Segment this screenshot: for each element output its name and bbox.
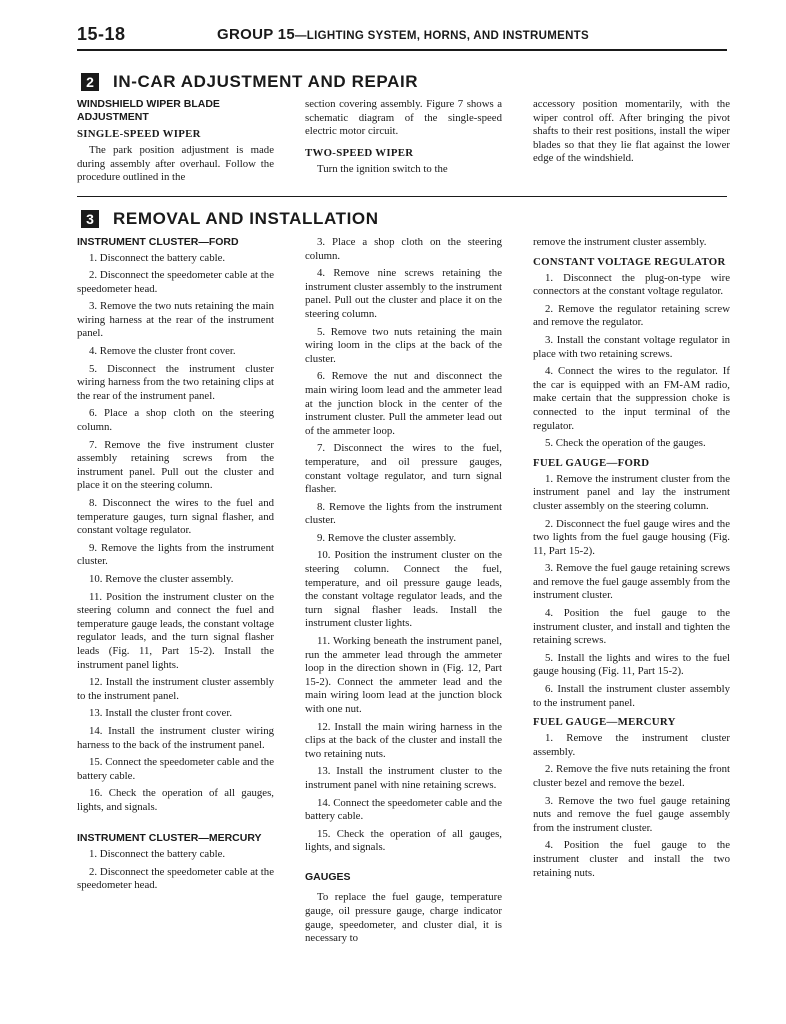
paragraph: Turn the ignition switch to the [317, 162, 448, 175]
list-item: 2. Disconnect the speedometer cable at the speedometer head. [77, 269, 274, 295]
wiper-blade-heading: WINDSHIELD WIPER BLADE ADJUSTMENT [77, 98, 220, 123]
list-item: 1. Disconnect the battery cable. [89, 251, 226, 264]
list-item: 11. Working beneath the instrument panel, run the ammeter lead through the ammeter loop in the direction shown in (Fig. 12, Part 15-2). Connect the ammeter lead and the main wiring loom lead at the junction block with one nut. [305, 635, 502, 715]
list-item: 3. Install the constant voltage regulator in place with two retaining screws. [533, 333, 730, 360]
group-title-sub: —LIGHTING SYSTEM, HORNS, AND INSTRUMENTS [295, 30, 589, 42]
cluster-mercury-heading: INSTRUMENT CLUSTER—MERCURY [77, 832, 262, 845]
list-item: 9. Remove the lights from the instrument cluster. [77, 541, 274, 568]
cluster-ford-heading: INSTRUMENT CLUSTER—FORD [77, 236, 239, 248]
list-item: 5. Disconnect the instrument cluster wiring harness from the two retaining clips at the rear of the instrument panel. [77, 362, 274, 402]
list-item: 8. Remove the lights from the instrument cluster. [305, 500, 502, 527]
list-item: 6. Install the instrument cluster assembly to the instrument panel. [533, 683, 730, 709]
section-3-column-1 [77, 236, 274, 897]
list-item: 2. Remove the five nuts retaining the front cluster bezel and remove the bezel. [533, 763, 730, 789]
list-item: 4. Remove the cluster front cover. [89, 345, 236, 358]
list-item: 12. Install the instrument cluster assembly to the instrument panel. [77, 676, 274, 702]
list-item: 1. Disconnect the battery cable. [89, 847, 226, 860]
group-title-main: GROUP 15 [217, 26, 295, 43]
paragraph: remove the instrument cluster assembly. [533, 236, 707, 248]
list-item: 4. Position the fuel gauge to the instrument cluster, and install and tighten the retaining screws. [533, 607, 730, 647]
list-item: 10. Remove the cluster assembly. [89, 572, 234, 585]
section-3-title: REMOVAL AND INSTALLATION [113, 209, 379, 228]
section-3-column-3 [533, 236, 730, 884]
list-item: 12. Install the main wiring harness in the clips at the back of the cluster and install the two retaining nuts. [305, 720, 502, 760]
list-item: 5. Check the operation of the gauges. [545, 437, 706, 450]
list-item: 4. Remove nine screws retaining the instrument cluster assembly to the instrument panel. Pull out the cluster and place it on the steering column. [305, 267, 502, 320]
paragraph: To replace the fuel gauge, temperature gauge, oil pressure gauge, charge indicator gauge, speedometer, and cluster dial, it is necessary to [305, 891, 502, 945]
list-item: 13. Install the cluster front cover. [89, 707, 233, 720]
voltage-regulator-heading: CONSTANT VOLTAGE REGULATOR [533, 255, 726, 268]
section-2-column-1 [77, 98, 274, 189]
list-item: 2. Disconnect the speedometer cable at the speedometer head. [77, 865, 274, 892]
section-2-column-2 [305, 98, 502, 180]
list-item: 1. Disconnect the plug-on-type wire connectors at the constant voltage regulator. [533, 271, 730, 298]
list-item: 1. Remove the instrument cluster assembly. [533, 732, 730, 758]
section-3-column-2 [305, 236, 502, 950]
page-number: 15-18 [77, 24, 126, 44]
list-item: 15. Connect the speedometer cable and the battery cable. [77, 756, 274, 782]
section-3-heading [81, 209, 379, 229]
list-item: 3. Place a shop cloth on the steering column. [305, 236, 502, 262]
section-rule [77, 196, 727, 197]
list-item: 5. Remove two nuts retaining the main wiring loom in the clips at the back of the cluster. [305, 325, 502, 365]
page-header [77, 24, 727, 46]
list-item: 13. Install the instrument cluster to the instrument panel with nine retaining screws. [305, 765, 502, 791]
section-2-heading [81, 72, 418, 92]
list-item: 15. Check the operation of all gauges, lights, and signals. [305, 827, 502, 854]
gauges-heading: GAUGES [305, 870, 351, 883]
paragraph: section covering assembly. Figure 7 shows a schematic diagram of the single-speed electric motor circuit. [305, 98, 502, 138]
list-item: 8. Disconnect the wires to the fuel and temperature gauges, turn signal flasher, and constant voltage regulator. [77, 497, 274, 537]
list-item: 4. Position the fuel gauge to the instrument cluster and install the two retaining nuts. [533, 839, 730, 879]
list-item: 3. Remove the two nuts retaining the main wiring harness at the rear of the instrument panel. [77, 300, 274, 340]
section-2-title: IN-CAR ADJUSTMENT AND REPAIR [113, 72, 419, 91]
list-item: 4. Connect the wires to the regulator. If the car is equipped with an FM-AM radio, make certain that the suppression choke is connected to the input terminal of the regulator. [533, 365, 730, 432]
list-item: 11. Position the instrument cluster on the steering column and connect the fuel and temperature gauge leads, the constant voltage regulator leads, and the turn signal flasher leads (Fig. 11, Part 15-2). Install the instrument panel lights. [77, 590, 274, 671]
group-title [217, 26, 589, 43]
list-item: 14. Install the instrument cluster wiring harness to the back of the instrument panel. [77, 724, 274, 751]
two-speed-heading: TWO-SPEED WIPER [305, 146, 414, 159]
section-3-badge: 3 [81, 210, 99, 228]
header-rule [77, 49, 727, 51]
list-item: 5. Install the lights and wires to the fuel gauge housing (Fig. 11, Part 15-2). [533, 651, 730, 678]
paragraph: The park position adjustment is made during assembly after overhaul. Follow the procedure outlined in the [77, 144, 274, 184]
list-item: 7. Disconnect the wires to the fuel, temperature, and oil pressure gauges, constant voltage regulator, and turn signal flasher. [305, 442, 502, 496]
list-item: 1. Remove the instrument cluster from the instrument panel and lay the instrument cluster assembly on the steering column. [533, 472, 730, 512]
list-item: 14. Connect the speedometer cable and the battery cable. [305, 796, 502, 823]
fuel-gauge-mercury-heading: FUEL GAUGE—MERCURY [533, 716, 676, 729]
list-item: 3. Remove the two fuel gauge retaining nuts and remove the fuel gauge assembly from the instrument cluster. [533, 794, 730, 834]
list-item: 6. Place a shop cloth on the steering column. [77, 407, 274, 434]
section-2-badge: 2 [81, 73, 99, 91]
list-item: 9. Remove the cluster assembly. [317, 531, 457, 544]
list-item: 16. Check the operation of all gauges, lights, and signals. [77, 787, 274, 813]
list-item: 2. Remove the regulator retaining screw and remove the regulator. [533, 302, 730, 329]
fuel-gauge-ford-heading: FUEL GAUGE—FORD [533, 456, 650, 469]
list-item: 10. Position the instrument cluster on the steering column. Connect the fuel, temperature, and oil pressure gauge leads, the constant voltage regulator leads, and the turn signal flasher leads. Install the instrument cluster lights. [305, 549, 502, 630]
single-speed-heading: SINGLE-SPEED WIPER [77, 128, 201, 140]
list-item: 7. Remove the five instrument cluster assembly retaining screws from the instrument panel. Pull out the cluster and place it on the steering column. [77, 438, 274, 492]
list-item: 6. Remove the nut and disconnect the main wiring loom lead and the ammeter lead at the junction block in the center of the instrument cluster. Pull the ammeter lead out of the ammeter loop. [305, 370, 502, 437]
section-2-column-3 [533, 98, 730, 170]
list-item: 2. Disconnect the fuel gauge wires and the two lights from the fuel gauge housing (Fig. 11, Part 15-2). [533, 517, 730, 557]
list-item: 3. Remove the fuel gauge retaining screws and remove the fuel gauge assembly from the instrument cluster. [533, 562, 730, 602]
paragraph: accessory position momentarily, with the wiper control off. After bringing the pivot shafts to their rest positions, install the wiper blades so that they lie flat against the lower edge of the windshield. [533, 98, 730, 165]
